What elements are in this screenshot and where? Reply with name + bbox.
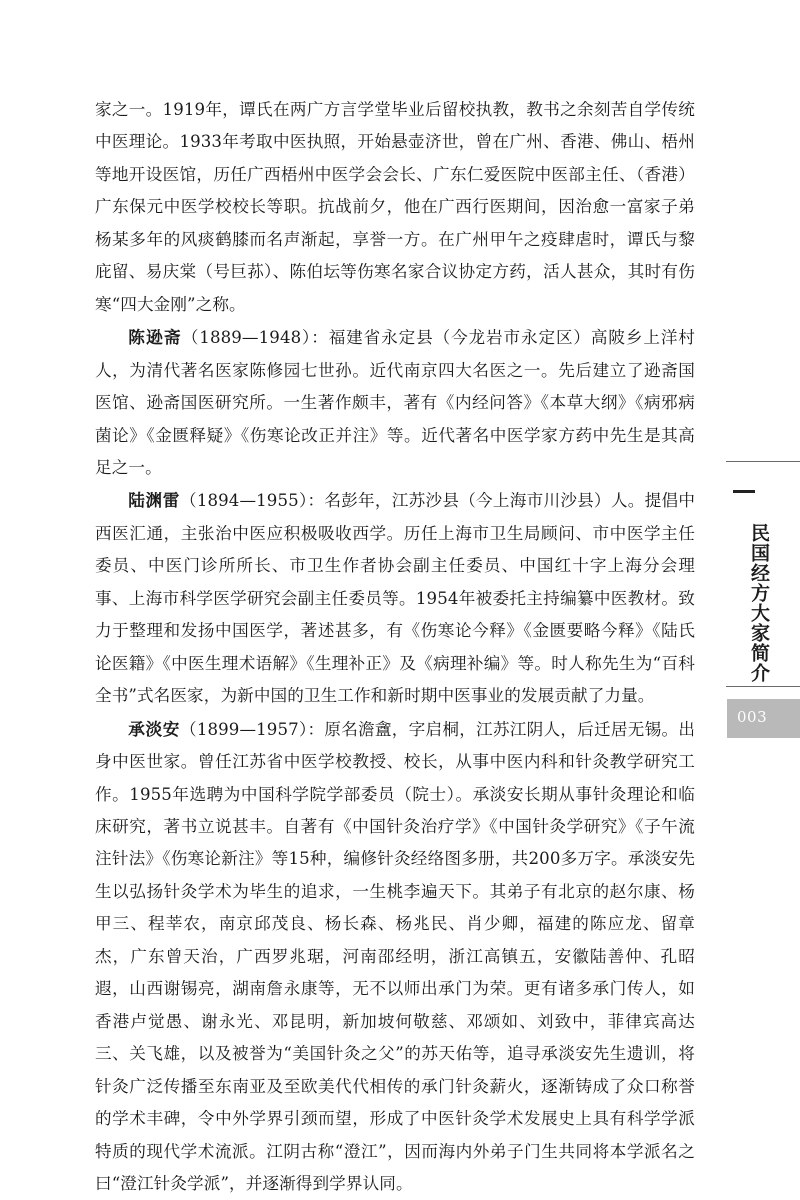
chapter-title: 民国经方大家简介 xyxy=(748,523,770,683)
person-name: 陆渊雷 xyxy=(128,490,180,511)
paragraph-text: （1894—1955）：名彭年，江苏沙县（今上海市川沙县）人。提倡中西医汇通，主张治中医应积极吸收西学。历任上海市卫生局顾问、市中医学主任委员、中医门诊所所长、市卫生作者协会副主任委员、中国红十字上海分会理事、上海市科学医学研究会副主任委员等。1954年被委托主持编纂中医教材。致力于整理和发扬中国医学，著述甚多，有《伤寒论今释》《金匮要略今释》《陆氏论医籍》《中医生理术语解》《生理补正》及《病理补编》等。时人称先生为“百科全书”式名医家，为新中国的卫生工作和新时期中医事业的发展贡献了力量。 xyxy=(95,491,696,706)
paragraph-text: （1889—1948）：福建省永定县（今龙岩市永定区）高陂乡上洋村人，为清代著名医家陈修园七世孙。近代南京四大名医之一。先后建立了逊斋国医馆、逊斋国医研究所。一生著作颇丰，著有《内经问答》《本草大纲》《病邪病菌论》《金匮释疑》《伤寒论改正并注》等。近代著名中医学家方药中先生是其高足之一。 xyxy=(95,328,695,477)
page-number: 003 xyxy=(737,708,768,726)
sidebar-divider-bottom xyxy=(726,686,800,687)
paragraph-text: （1899—1957）：原名澹盦，字启桐，江苏江阴人，后迁居无锡。出身中医世家。曾任江苏省中医学校教授、校长，从事中医内科和针灸教学研究工作。1955年选聘为中国科学院学部委员（院士）。承淡安长期从事针灸理论和临床研究，著书立说甚丰。自著有《中国针灸治疗学》《中国针灸学研究》《子午流注针法》《伤寒论新注》等15种，编修针灸经络图多册，共200多万字。承淡安先生以弘扬针灸学术为毕生的追求，一生桃李遍天下。其弟子有北京的赵尔康、杨甲三、程莘农，南京邱茂良、杨长森、杨兆民、肖少卿，福建的陈应龙、留章杰，广东曾天治，广西罗兆琚，河南邵经明，浙江高镇五，安徽陆善仲、孔昭遐，山西谢锡亮，湖南詹永康等，无不以师出承门为荣。更有诸多承门传人，如香港卢觉愚、谢永光、邓昆明，新加坡何敬慈、邓颂如、刘致中，菲律宾高达三、关飞雄，以及被誉为“美国针灸之父”的苏天佑等，追寻承淡安先生遗训，将针灸广泛传播至东南亚及至欧美代代相传的承门针灸薪火，逐渐铸成了众口称誉的学术丰碑，令中外学界引颈而望，形成了中医针灸学术发展史上具有科学学派特质的现代学术流派。江阴古称“澄江”，因而海内外弟子门生共同将本学派名之曰“澄江针灸学派”，并逐渐得到学界认同。 xyxy=(95,719,696,1193)
page-body xyxy=(95,94,695,1200)
paragraph-cheng-danan xyxy=(95,713,695,1200)
person-name: 陈逊斋 xyxy=(128,327,182,348)
paragraph-text: 家之一。1919年，谭氏在两广方言学堂毕业后留校执教，教书之余刻苦自学传统中医理论。1933年考取中医执照，开始悬壶济世，曾在广州、香港、佛山、梧州等地开设医馆，历任广西梧州中医学会会长、广东仁爱医院中医部主任、（香港）广东保元中医学校校长等职。抗战前夕，他在广西行医期间，因治愈一富家子弟杨某多年的风痰鹤膝而名声渐起，享誉一方。在广州甲午之疫肆虐时，谭氏与黎庇留、易庆棠（号巨荪）、陈伯坛等伤寒名家合议协定方药，活人甚众，其时有伤寒“四大金刚”之称。 xyxy=(95,100,695,314)
paragraph-lu-yuanlei xyxy=(95,484,695,712)
paragraph-chen-xunzhai xyxy=(95,321,695,484)
person-name: 承淡安 xyxy=(128,718,180,739)
sidebar-divider-top xyxy=(726,461,800,462)
paragraph-tan xyxy=(95,94,695,321)
chapter-number-mark xyxy=(733,490,759,494)
